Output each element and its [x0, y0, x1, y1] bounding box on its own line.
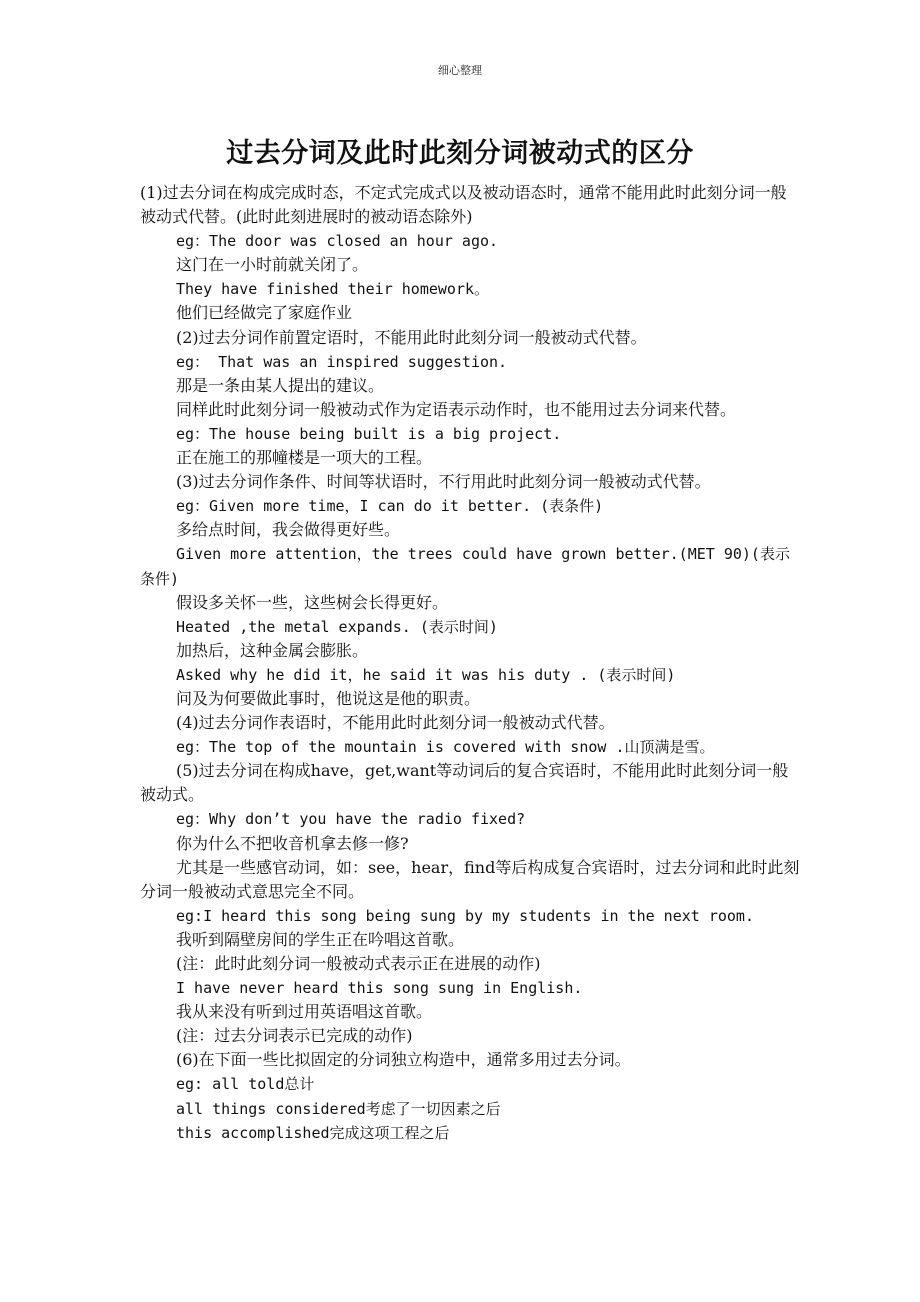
translation-line: 正在施工的那幢楼是一项大的工程。 — [176, 448, 433, 468]
paragraph-1-intro: (1)过去分词在构成完成时态，不定式完成式以及被动语态时，通常不能用此时此刻分词一般被动式代替。(此时此刻进展时的被动语态除外) — [140, 183, 787, 227]
translation-line: 他们已经做完了家庭作业 — [176, 303, 353, 323]
example-line: eg：The house being built is a big project. — [176, 424, 562, 443]
translation-line: 多给点时间，我会做得更好些。 — [176, 520, 401, 540]
example-line: Given more attention，the trees could have grown better.(MET 90)(表示条件) — [140, 545, 790, 588]
note-line: (注：此时此刻分词一般被动式表示正在进展的动作) — [176, 954, 541, 973]
rule-4: (4)过去分词作表语时，不能用此时此刻分词一般被动式代替。 — [176, 713, 615, 733]
example-line: Asked why he did it，he said it was his duty . (表示时间) — [176, 665, 676, 684]
translation-line: 问及为何要做此事时，他说这是他的职责。 — [176, 688, 481, 708]
example-line: Heated ,the metal expands. (表示时间) — [176, 617, 498, 636]
example-line: They have finished their homework。 — [176, 280, 490, 299]
document-body — [140, 181, 800, 1145]
example-line: all things considered考虑了一切因素之后 — [176, 1099, 501, 1118]
example-line: eg：Why don’t you have the radio fixed? — [176, 810, 526, 829]
example-line: eg: all told总计 — [176, 1075, 315, 1094]
rule-5: (5)过去分词在构成have，get,want等动词后的复合宾语时，不能用此时此刻分词一般被动式。 — [140, 761, 789, 805]
rule-note: 同样此时此刻分词一般被动式作为定语表示动作时，也不能用过去分词来代替。 — [176, 399, 737, 419]
example-line: eg： That was an inspired suggestion. — [176, 352, 508, 371]
note-line: (注：过去分词表示已完成的动作) — [176, 1026, 413, 1046]
example-line: this accomplished完成这项工程之后 — [176, 1123, 450, 1142]
translation-line: 加热后，这种金属会膨胀。 — [176, 640, 369, 660]
translation-line: 我听到隔壁房间的学生正在吟唱这首歌。 — [176, 929, 465, 949]
rule-note: 尤其是一些感官动词，如：see，hear，find等后构成复合宾语时，过去分词和此时此刻分词一般被动式意思完全不同。 — [140, 857, 800, 901]
rule-6: (6)在下面一些比拟固定的分词独立构造中，通常多用过去分词。 — [176, 1050, 631, 1070]
translation-line: 我从来没有听到过用英语唱这首歌。 — [176, 1002, 433, 1022]
example-line: eg:I heard this song being sung by my students in the next room. — [176, 906, 754, 925]
page-header: 细心整理 — [438, 64, 482, 77]
translation-line: 假设多关怀一些，这些树会长得更好。 — [176, 592, 449, 612]
translation-line: 你为什么不把收音机拿去修一修? — [176, 833, 409, 853]
rule-3: (3)过去分词作条件、时间等状语时，不行用此时此刻分词一般被动式代替。 — [176, 472, 711, 492]
example-line: eg：The top of the mountain is covered with snow .山顶满是雪。 — [176, 738, 715, 757]
example-line: I have never heard this song sung in English. — [176, 979, 583, 998]
document-title: 过去分词及此时此刻分词被动式的区分 — [226, 138, 694, 170]
translation-line: 这门在一小时前就关闭了。 — [176, 255, 369, 275]
example-line: eg：The door was closed an hour ago. — [176, 232, 499, 251]
translation-line: 那是一条由某人提出的建议。 — [176, 375, 385, 395]
example-line: eg：Given more time，I can do it better. (表条件) — [176, 497, 604, 516]
rule-2: (2)过去分词作前置定语时，不能用此时此刻分词一般被动式代替。 — [176, 327, 647, 347]
